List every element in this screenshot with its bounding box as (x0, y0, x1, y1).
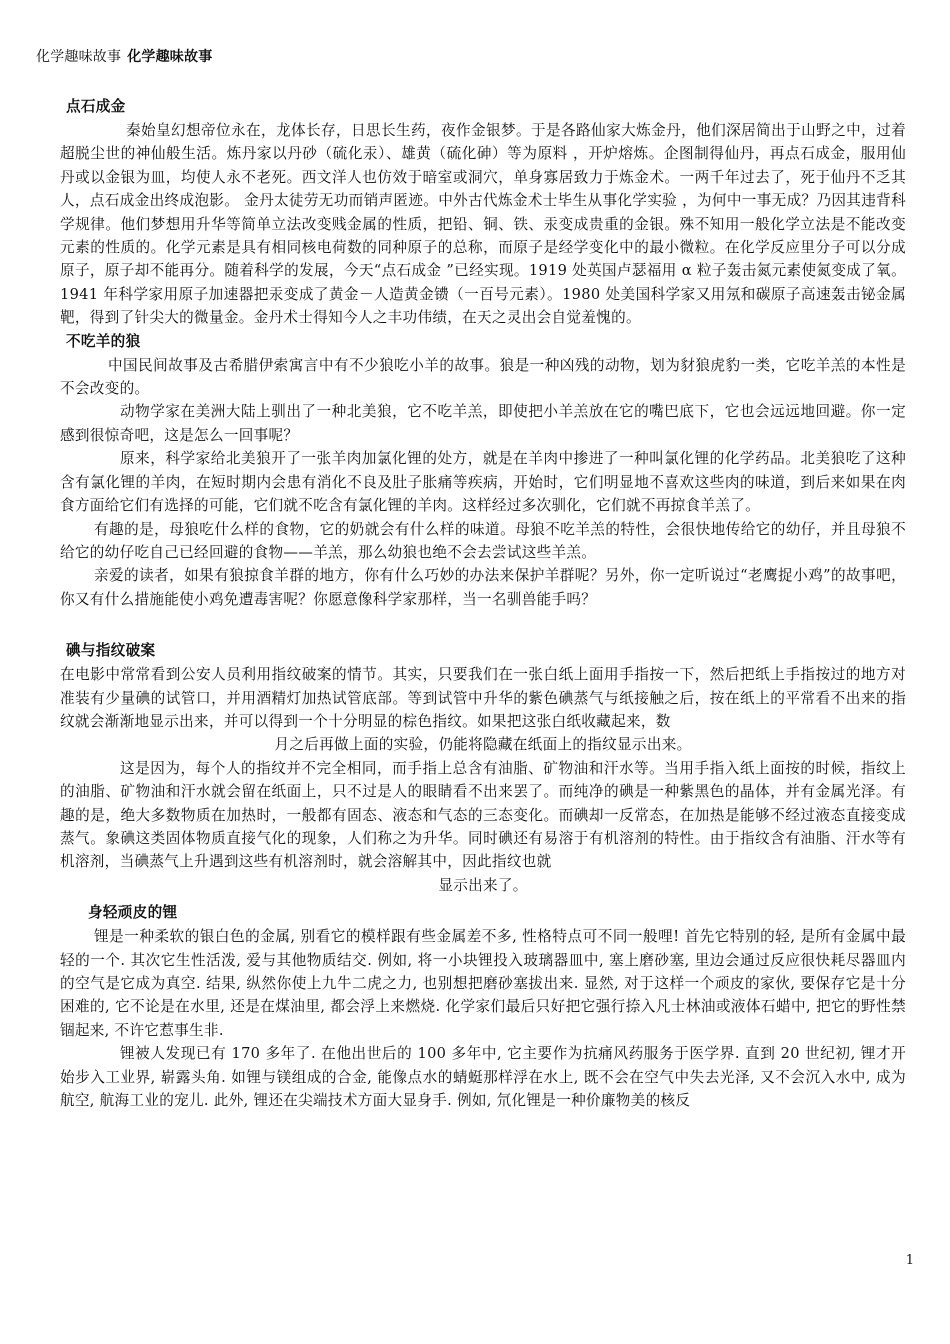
paragraph: 中国民间故事及古希腊伊索寓言中有不少狼吃小羊的故事。狼是一种凶残的动物，划为豺狼虎豹一类，它吃羊羔的本性是不会改变的。 (60, 356, 906, 398)
paragraph-continuation: 月之后再做上面的实验，仍能将隐藏在纸面上的指纹显示出来。 (274, 736, 692, 754)
section-title-dianyuzhiwenpoan: 碘与指纹破案 (66, 642, 156, 660)
page-header (36, 46, 212, 66)
paragraph-continuation: 显示出来了。 (438, 876, 528, 894)
paragraph: 锂被人发现已有 170 多年了. 在他出世后的 100 多年中, 它主要作为抗痛风药服务于医学界. 直到 20 世纪初, 锂才开始步入工业界, 崭露头角. 如锂与镁组成的合金, 能像点水的蜻蜓那样浮在水上, 既不会在空气中失去光泽, 又不会沉入水中, 成为航空, 航海工业的宠儿. 此外, 锂还在尖端技术方面大显身手. 例如, 氘化锂是一种价廉物美的核反 (60, 1045, 906, 1110)
paragraph: 锂是一种柔软的银白色的金属, 别看它的模样跟有些金属差不多, 性格特点可不同一般哩! 首先它特别的轻, 是所有金属中最轻的一个. 其次它生性活泼, 爱与其他物质结交. 例如, 将一小块锂投入玻璃器皿中, 塞上磨砂塞, 里边会通过反应很快耗尽器皿内的空气是它成为真空. 结果, 纵然你使上九牛二虎之力, 也别想把磨砂塞拔出来. 显然, 对于这样一个顽皮的家伙, 要保存它是十分困难的, 它不论是在水里, 还是在煤油里, 都会浮上来燃烧. 化学家们最后只好把它强行捺入凡士林油或液体石蜡中, 把它的野性禁锢起来, 不许它惹事生非. (60, 928, 906, 1039)
paragraph: 亲爱的读者，如果有狼掠食羊群的地方，你有什么巧妙的办法来保护羊群呢？另外，你一定听说过“老鹰捉小鸡”的故事吧，你又有什么措施能使小鸡免遭毒害呢？你愿意像科学家那样，当一名驯兽能手吗？ (60, 567, 906, 608)
section-title-dianshichengjin: 点石成金 (66, 98, 126, 115)
paragraph: 原来，科学家给北美狼开了一张羊肉加氯化锂的处方，就是在羊肉中掺进了一种叫氯化锂的化学药品。北美狼吃了这种含有氯化锂的羊肉，在短时期内会患有消化不良及肚子胀痛等疾病，开始时，它们明显地不喜欢这些肉的味道，到后来如果在肉食方面给它们有选择的可能，它们就不吃含有氯化锂的羊肉。这样经过多次驯化，它们就不再掠食羊羔了。 (60, 450, 906, 515)
paragraph: 动物学家在美洲大陆上驯出了一种北美狼，它不吃羊羔，即使把小羊羔放在它的嘴巴底下，它也会远远地回避。你一定感到很惊奇吧，这是怎么一回事呢？ (60, 403, 906, 444)
paragraph: 有趣的是，母狼吃什么样的食物，它的奶就会有什么样的味道。母狼不吃羊羔的特性，会很快地传给它的幼仔，并且母狼不给它的幼仔吃自己已经回避的食物——羊羔，那么幼狼也绝不会去尝试这些羊羔。 (60, 520, 906, 561)
section-title-buchiyangdelang: 不吃羊的狼 (66, 332, 141, 350)
paragraph: 这是因为，每个人的指纹并不完全相同，而手指上总含有油脂、矿物油和汗水等。当用手指入纸上面按的时候，指纹上的油脂、矿物油和汗水就会留在纸面上，只不过是人的眼睛看不出来罢了。而纯净的碘是一种紫黑色的晶体，并有金属光泽。有趣的是，绝大多数物质在加热时，一般都有固态、液态和气态的三态变化。而碘却一反常态，在加热是能够不经过液态直接变成蒸气。象碘这类固体物质直接气化的现象，人们称之为升华。同时碘还有易溶于有机溶剂的特性。由于指纹含有油脂、汗水等有机溶剂，当碘蒸气上升遇到这些有机溶剂时，就会溶解其中，因此指纹也就 (60, 759, 906, 871)
section-spacer (60, 611, 906, 639)
paragraph: 在电影中常常看到公安人员利用指纹破案的情节。其实，只要我们在一张白纸上面用手指按一下，然后把纸上手指按过的地方对准装有少量碘的试管口，并用酒精灯加热试管底部。等到试管中升华的紫色碘蒸气与纸接触之后，按在纸上的平常看不出来的指纹就会渐渐地显示出来，并可以得到一个十分明显的棕色指纹。如果把这张白纸收藏起来，数 (60, 666, 906, 730)
paragraph: 秦始皇幻想帝位永在，龙体长存，日思长生药，夜作金银梦。于是各路仙家大炼金丹，他们深居简出于山野之中，过着超脱尘世的神仙般生活。炼丹家以丹砂（硫化汞）、雄黄（硫化砷）等为原料 ，开炉熔炼。企图制得仙丹，再点石成金，服用仙丹或以金银为皿，均使人永不老死。西文洋人也仿效于暗室或洞穴，单身寡居致力于炼金术。一两千年过去了，死于仙丹不乏其人，点石成金出终成泡影。 金丹太徒劳无功而销声匿迹。中外古代炼金术士毕生从事化学实验 ，为何中一事无成？乃因其违背科学规律。他们梦想用升华等简单立法改变贱金属的性质，把铅、铜、铁、汞变成贵重的金银。殊不知用一般化学立法是不能改变元素的性质的。化学元素是具有相同核电荷数的同种原子的总称，而原子是经学变化中的最小微粒。在化学反应里分子可以分成原子，原子却不能再分。随着科学的发展，今天“点石成金 ”已经实现。1919 处英国卢瑟福用 α 粒子轰击氮元素使氮变成了氧。1941 年科学家用原子加速器把汞变成了黄金－人造黄金镄（一百号元素）。1980 处美国科学家又用氖和碳原子高速轰击铋金属靶，得到了针尖大的微量金。金丹术士得知今人之丰功伟绩，在天之灵出会自觉羞愧的。 (60, 122, 906, 327)
header-title-bold: 化学趣味故事 (127, 49, 213, 65)
section-title-shenqingwanpideli: 身轻顽皮的锂 (88, 904, 178, 922)
page-number: 1 (905, 1253, 914, 1268)
header-title-plain: 化学趣味故事 (36, 49, 122, 65)
document-body (60, 95, 906, 1112)
